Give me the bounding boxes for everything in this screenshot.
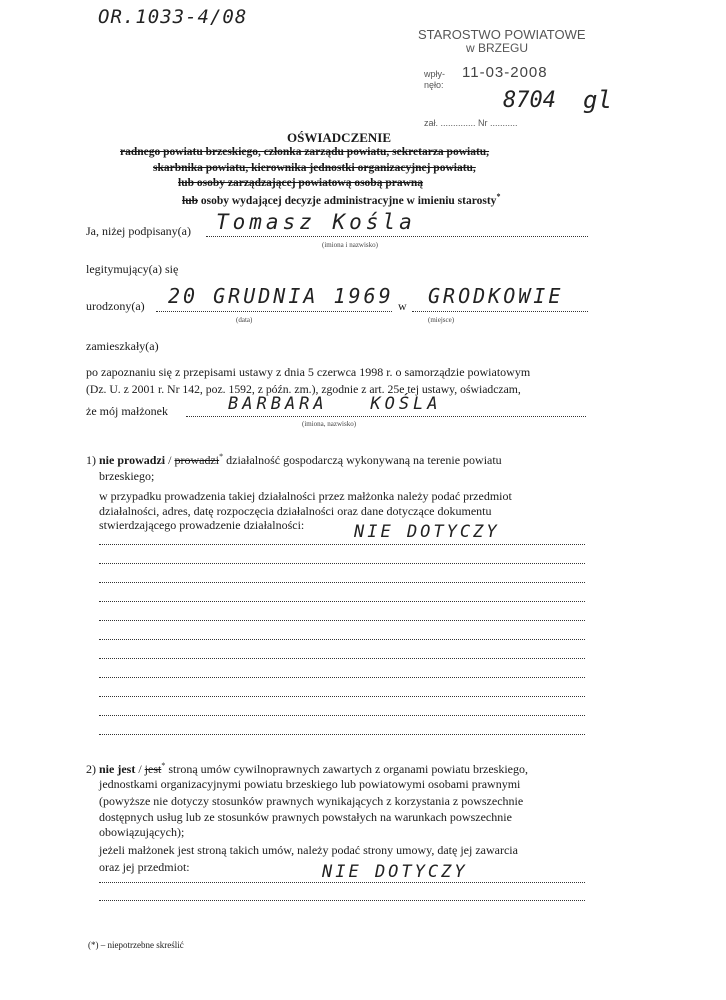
spouse-caption: (imiona, nazwisko): [302, 420, 357, 428]
section-2-line-1: [86, 761, 528, 777]
section-2-line-1-rest: stroną umów cywilnoprawnych zawartych z organami powiatu brzeskiego,: [165, 762, 529, 776]
name-dotted-line: [206, 236, 588, 237]
answer-line: [99, 563, 585, 564]
header-line-4: [182, 192, 500, 207]
document-title: OŚWIADCZENIE: [287, 130, 392, 145]
intro-line-2: (Dz. U. z 2001 r. Nr 142, poz. 1592, z późn. zm.), zgodnie z art. 25e tej ustawy, oświadczam,: [86, 383, 521, 396]
answer-line: [99, 882, 585, 883]
stamp-initials: gl: [583, 86, 612, 114]
section-1-line-4: działalności, adres, datę rozpoczęcia działalności oraz dane dotyczące dokumentu: [99, 504, 492, 518]
born-place-dotted-line: [412, 311, 588, 312]
date-caption: (data): [236, 316, 253, 324]
stamp-received-date: 11-03-2008: [462, 64, 548, 81]
spouse-label: że mój małżonek: [86, 404, 168, 418]
section-1-option-b: prowadzi: [174, 453, 220, 467]
id-label: legitymujący(a) się: [86, 262, 179, 276]
spouse-dotted-line: [186, 416, 586, 417]
residence-label: zamieszkały(a): [86, 339, 159, 353]
section-1-line-3: w przypadku prowadzenia takiej działalności przez małżonka należy podać przedmiot: [99, 489, 512, 503]
answer-line: [99, 900, 585, 901]
spouse-value: BARBARA KOŚLA: [228, 394, 442, 414]
section-2-line-5: obowiązujących);: [99, 825, 185, 839]
answer-line: [99, 639, 585, 640]
section-1-line-1: [86, 452, 502, 468]
answer-line: [99, 715, 585, 716]
header-footnote-mark: *: [496, 192, 501, 201]
answer-line: [99, 677, 585, 678]
name-caption: (imiona i nazwisko): [322, 241, 378, 249]
born-label: urodzony(a): [86, 299, 145, 313]
section-2-line-4: dostępnych usług lub ze stosunków prawnych powstałych na warunkach powszechnie: [99, 810, 512, 824]
section-1-footnote-mark: *: [219, 452, 224, 461]
born-place-value: GRODKOWIE: [428, 284, 564, 308]
section-1-slash: /: [165, 453, 175, 467]
section-1-option-a: nie prowadzi: [99, 453, 166, 467]
header-line-3: [178, 177, 423, 189]
header-line-2: skarbnika powiatu, kierownika jednostki organizacyjnej powiatu,: [153, 162, 476, 174]
section-2-footnote-mark: *: [161, 761, 166, 770]
intro-line-1: po zapoznaniu się z przepisami ustawy z dnia 5 czerwca 1998 r. o samorządzie powiatowym: [86, 365, 531, 379]
section-1-line-1-rest: działalność gospodarczą wykonywaną na terenie powiatu: [223, 453, 502, 467]
answer-line: [99, 620, 585, 621]
header-line-3-rest: osoby zarządzającej powiatową osobą prawną: [194, 177, 424, 189]
section-1-line-2: brzeskiego;: [99, 469, 155, 483]
born-date-value: 20 GRUDNIA 1969: [168, 284, 394, 308]
section-2-number: 2): [86, 762, 96, 776]
name-label: Ja, niżej podpisany(a): [86, 224, 191, 238]
answer-line: [99, 734, 585, 735]
header-line-4-rest: osoby wydającej decyzje administracyjne w imieniu starosty: [198, 194, 497, 207]
stamp-received-label: wpły- nęło:: [424, 69, 446, 90]
section-2-line-3: (powyższe nie dotyczy stosunków prawnych wynikających z korzystania z powszechnie: [99, 794, 524, 808]
section-1-line-5: stwierdzającego prowadzenie działalności:: [99, 518, 305, 532]
answer-line: [99, 696, 585, 697]
footnote: (*) – niepotrzebne skreślić: [88, 940, 184, 950]
section-2-line-6: jeżeli małżonek jest stroną takich umów, należy podać strony umowy, datę jej zawarcia: [99, 843, 518, 857]
section-2-line-7: oraz jej przedmiot:: [99, 860, 190, 874]
header-line-3-struck: lub: [178, 177, 194, 189]
section-2-option-a: nie jest: [99, 762, 136, 776]
header-line-1: radnego powiatu brzeskiego, członka zarządu powiatu, sekretarza powiatu,: [120, 146, 490, 158]
section-2-option-b: jest: [144, 762, 162, 776]
stamp-office-city: w BRZEGU: [466, 41, 529, 55]
section-1-number: 1): [86, 453, 96, 467]
answer-line: [99, 658, 585, 659]
answer-line: [99, 544, 585, 545]
section-2-answer: NIE DOTYCZY: [322, 862, 468, 882]
born-date-dotted-line: [156, 311, 392, 312]
section-1-answer: NIE DOTYCZY: [354, 522, 500, 542]
handwritten-reference: OR.1033-4/08: [98, 6, 248, 28]
answer-line: [99, 601, 585, 602]
stamp-attachments: zał. .............. Nr ...........: [424, 118, 518, 128]
answer-line: [99, 582, 585, 583]
born-w-label: w: [398, 299, 407, 313]
header-line-4-struck: lub: [182, 194, 198, 207]
place-caption: (miejsce): [428, 316, 455, 324]
stamp-office-name: STAROSTWO POWIATOWE: [418, 27, 586, 42]
name-value: Tomasz Kośla: [216, 210, 416, 234]
section-2-line-2: jednostkami organizacyjnymi powiatu brzeskiego lub powiatowymi osobami prawnymi: [99, 777, 521, 791]
section-2-slash: /: [135, 762, 145, 776]
stamp-registration-number: 8704: [503, 88, 556, 113]
